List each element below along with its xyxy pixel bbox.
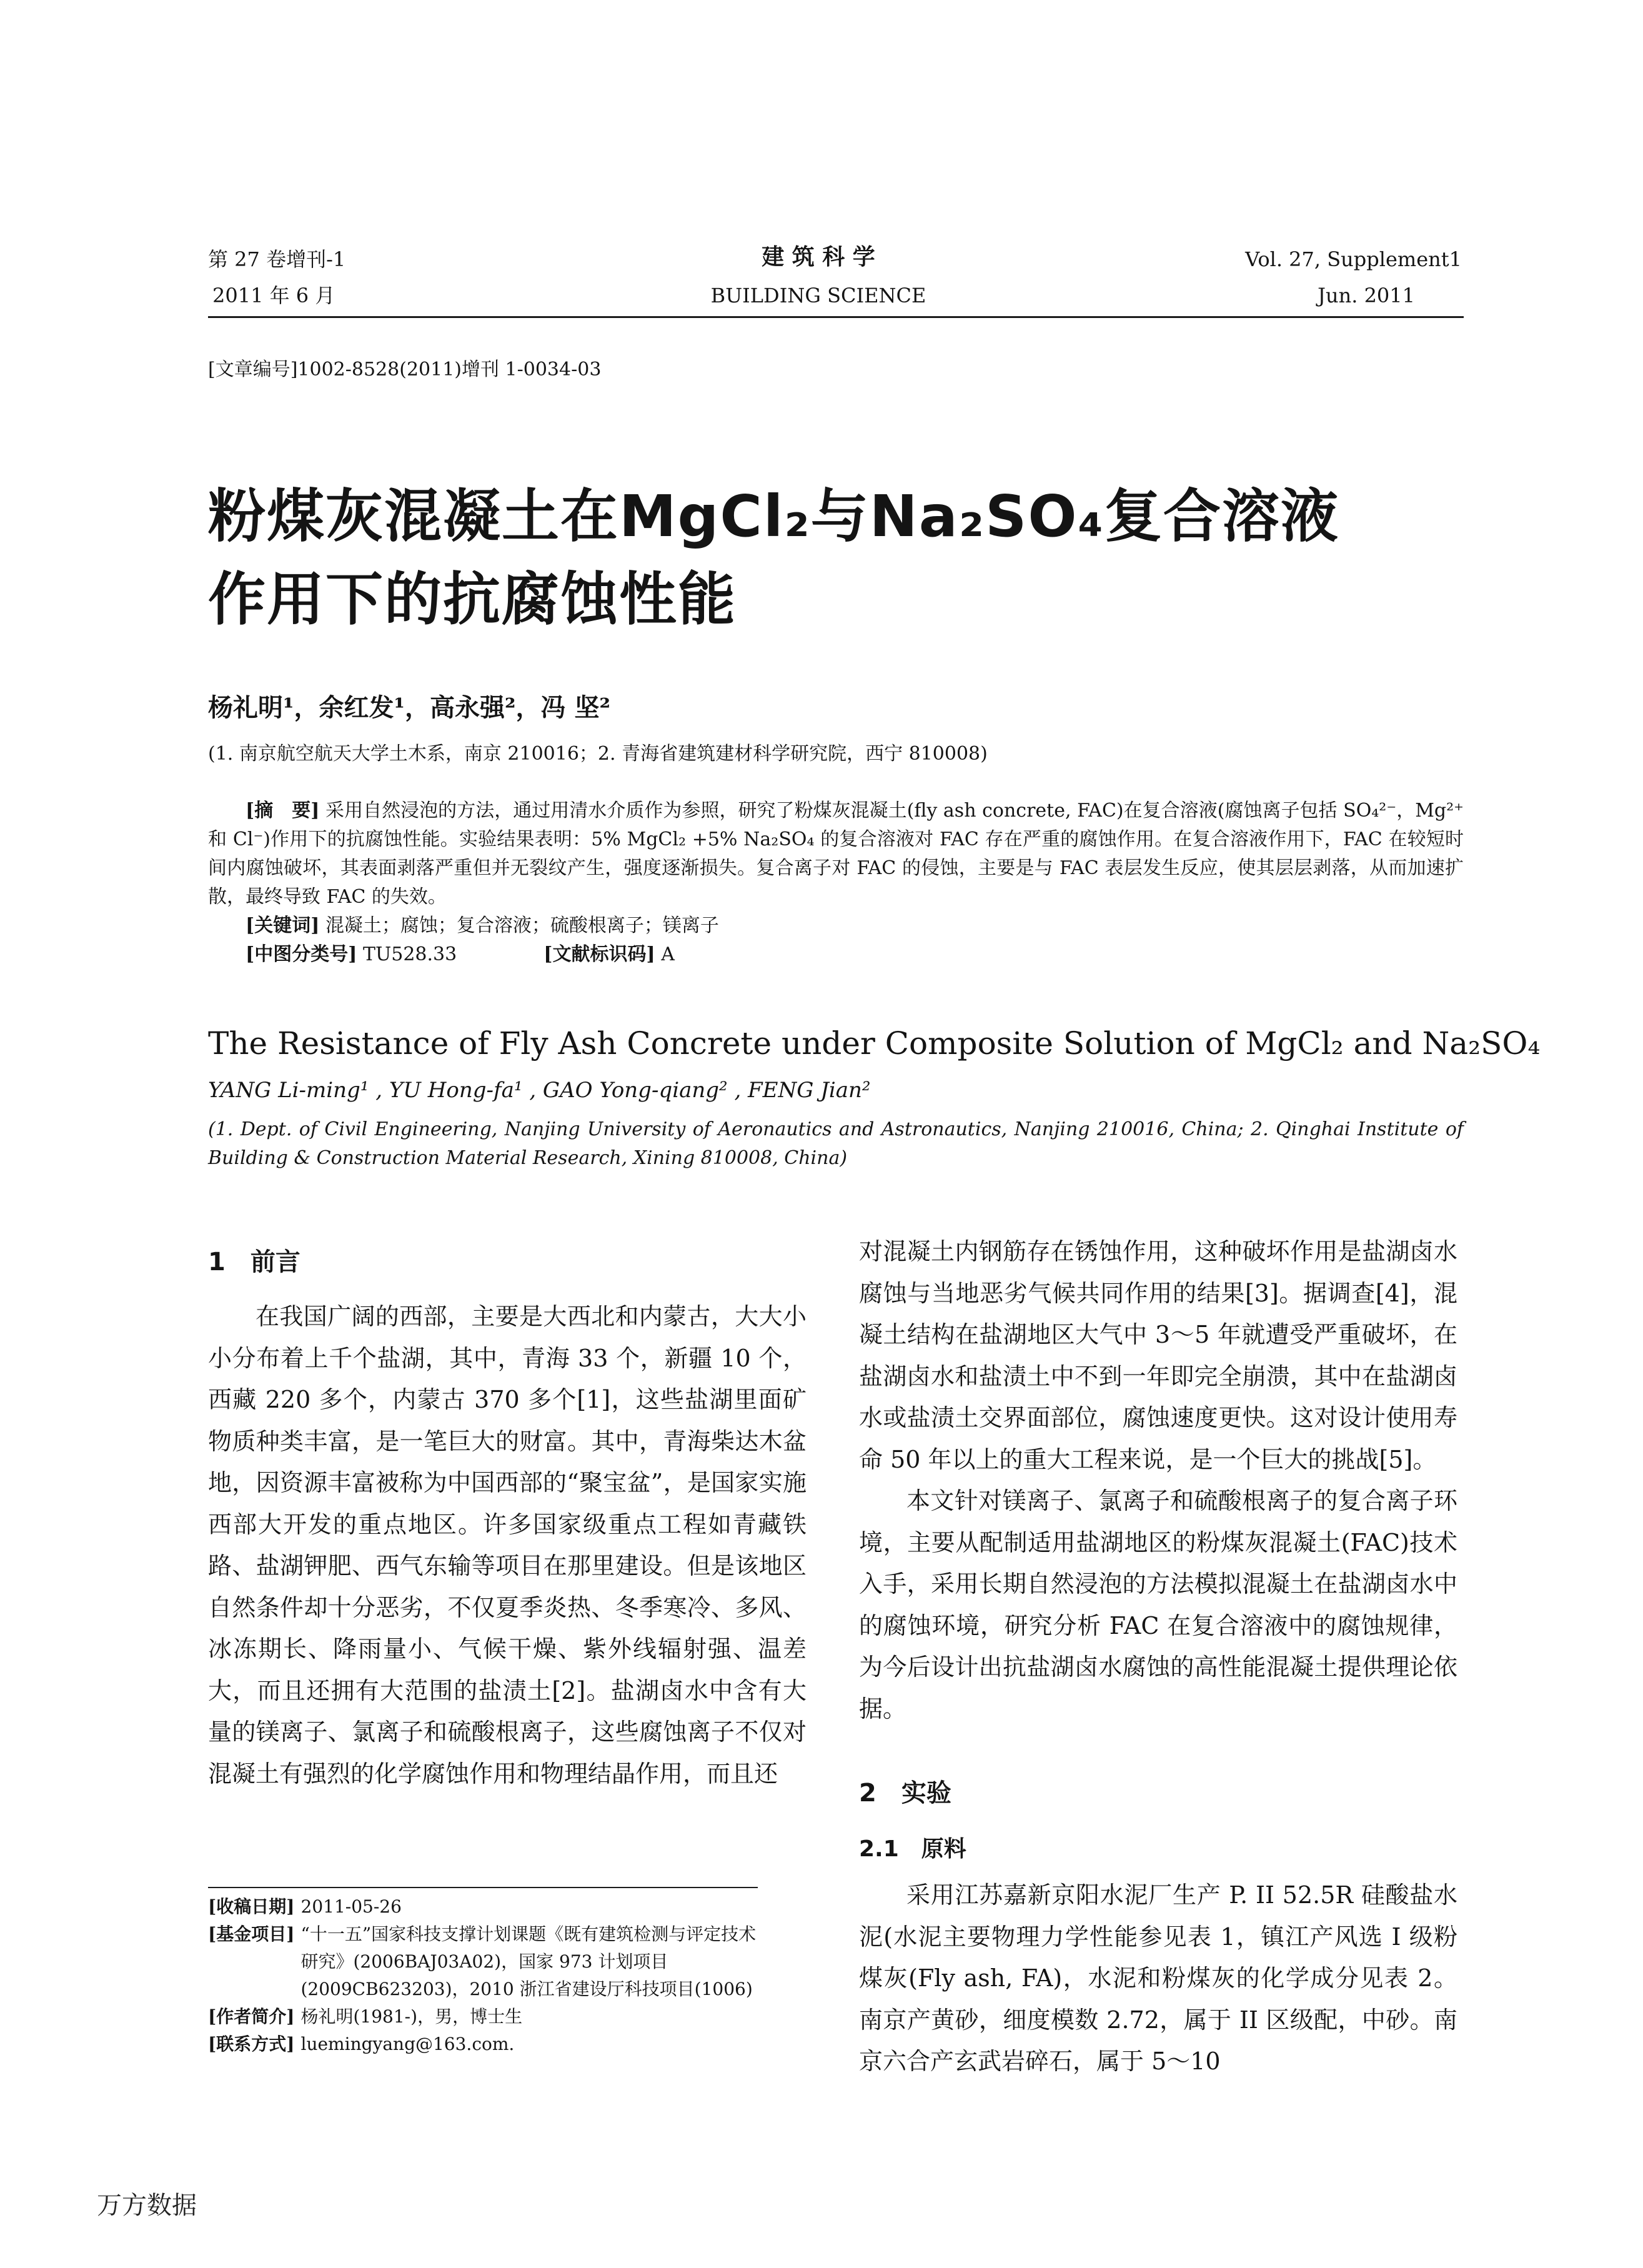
- doc-code-value: A: [661, 943, 675, 965]
- clc-label: [中图分类号]: [246, 943, 357, 965]
- section2-heading: 2 实验: [859, 1779, 951, 1808]
- section2-1-heading: 2.1 原料: [859, 1836, 966, 1862]
- section1-body-right: [859, 1231, 1457, 1729]
- header-date-cn: 2011 年 6 月: [212, 284, 335, 307]
- received-label: [收稿日期]: [208, 1896, 295, 1917]
- author-bio-label: [作者简介]: [208, 2006, 295, 2027]
- abstract-text: 采用自然浸泡的方法，通过用清水介质作为参照，研究了粉煤灰混凝土(fly ash concrete, FAC)在复合溶液(腐蚀离子包括 SO₄²⁻，Mg²⁺ 和 Cl⁻)作用下的抗腐蚀性能。实验结果表明：5% MgCl₂ +5% Na₂SO₄ 的复合溶液对 FAC 存在严重的腐蚀作用。在复合溶液作用下，FAC 在较短时间内腐蚀破坏，其表面剥落严重但并无裂纹产生，强度逐渐损失。复合离子对 FAC 的侵蚀，主要是与 FAC 表层发生反应，使其层层剥落，从而加速扩散，最终导致 FAC 的失效。: [208, 800, 1464, 908]
- header-volume-cn: 第 27 卷增刊-1: [208, 247, 346, 271]
- header-rule: [208, 316, 1464, 318]
- header-volume-en: Vol. 27, Supplement1: [1245, 247, 1462, 271]
- header-journal-en: BUILDING SCIENCE: [710, 284, 926, 307]
- title-en: The Resistance of Fly Ash Concrete under Composite Solution of MgCl₂ and Na₂SO₄: [208, 1025, 1541, 1062]
- watermark: 万方数据: [97, 2191, 197, 2220]
- header-date-en: Jun. 2011: [1318, 284, 1415, 307]
- section1-body-left: [208, 1296, 807, 1794]
- received-date: 2011-05-26: [300, 1896, 402, 1917]
- contact-email: luemingyang@163.com.: [300, 2034, 515, 2054]
- author-bio-text: 杨礼明(1981-)，男，博士生: [300, 2006, 523, 2027]
- header-journal-cn: 建 筑 科 学: [762, 244, 875, 270]
- authors-en: YANG Li-ming¹ , YU Hong-fa¹ , GAO Yong-qiang² , FENG Jian²: [208, 1078, 871, 1103]
- fund-text: “十一五”国家科技支撑计划课题《既有建筑检测与评定技术研究》(2006BAJ03A02)，国家 973 计划项目(2009CB623203)，2010 浙江省建设厅科技项目(1006): [300, 1924, 757, 1999]
- title-cn-line2: 作用下的抗腐蚀性能: [208, 566, 737, 633]
- section1-paragraph2: 本文针对镁离子、氯离子和硫酸根离子的复合离子环境，主要从配制适用盐湖地区的粉煤灰混凝土(FAC)技术入手，采用长期自然浸泡的方法模拟混凝土在盐湖卤水中的腐蚀环境，研究分析 FAC 在复合溶液中的腐蚀规律，为今后设计出抗盐湖卤水腐蚀的高性能混凝土提供理论依据。: [859, 1487, 1457, 1723]
- article-number: [文章编号]1002-8528(2011)增刊 1-0034-03: [208, 359, 602, 380]
- doc-code-label: [文献标识码]: [544, 943, 655, 965]
- abstract-label: [摘 要]: [246, 800, 320, 822]
- section1-heading: 1 前言: [208, 1248, 300, 1276]
- section1-paragraph1: 在我国广阔的西部，主要是大西北和内蒙古，大大小小分布着上千个盐湖，其中，青海 33 个，新疆 10 个，西藏 220 多个，内蒙古 370 多个[1]，这些盐湖里面矿物质种类丰富，是一笔巨大的财富。其中，青海柴达木盆地，因资源丰富被称为中国西部的“聚宝盆”，是国家实施西部大开发的重点地区。许多国家级重点工程如青藏铁路、盐湖钾肥、西气东输等项目在那里建设。但是该地区自然条件却十分恶劣，不仅夏季炎热、冬季寒冷、多风、冰冻期长、降雨量小、气候干燥、紫外线辐射强、温差大，而且还拥有大范围的盐渍土[2]。盐湖卤水中含有大量的镁离子、氯离子和硫酸根离子，这些腐蚀离子不仅对混凝土有强烈的化学腐蚀作用和物理结晶作用，而且还: [208, 1303, 807, 1788]
- section1-paragraph1-continued: 对混凝土内钢筋存在锈蚀作用，这种破坏作用是盐湖卤水腐蚀与当地恶劣气候共同作用的结果[3]。据调查[4]，混凝土结构在盐湖地区大气中 3～5 年就遭受严重破坏，在盐湖卤水和盐渍土中不到一年即完全崩溃，其中在盐湖卤水或盐渍土交界面部位，腐蚀速度更快。这对设计使用寿命 50 年以上的重大工程来说，是一个巨大的挑战[5]。: [859, 1238, 1457, 1473]
- footnotes: [208, 1893, 770, 2058]
- keywords-text: 混凝土；腐蚀；复合溶液；硫酸根离子；镁离子: [325, 915, 719, 937]
- clc-value: TU528.33: [362, 943, 457, 965]
- affiliation-cn: (1. 南京航空航天大学土木系，南京 210016；2. 青海省建筑建材科学研究院，西宁 810008): [208, 743, 988, 765]
- footnote-rule: [208, 1887, 758, 1888]
- abstract: [208, 797, 1464, 969]
- title-cn-line1: 粉煤灰混凝土在MgCl₂与Na₂SO₄复合溶液: [208, 483, 1339, 550]
- contact-label: [联系方式]: [208, 2034, 295, 2054]
- section2-paragraph1: 采用江苏嘉新京阳水泥厂生产 P. II 52.5R 硅酸盐水泥(水泥主要物理力学性能参见表 1，镇江产风选 I 级粉煤灰(Fly ash, FA)，水泥和粉煤灰的化学成分见表 2。南京产黄砂，细度模数 2.72，属于 II 区级配，中砂。南京六合产玄武岩碎石，属于 5～10: [859, 1881, 1457, 2075]
- fund-label: [基金项目]: [208, 1924, 295, 1944]
- section2-body: [859, 1874, 1457, 2082]
- affiliation-en: (1. Dept. of Civil Engineering, Nanjing University of Aeronautics and Astronautics, Nanjing 210016, China; 2. Qinghai Institute of Building & Construction Material Research, Xining 810008, China): [208, 1118, 1464, 1169]
- keywords-label: [关键词]: [246, 915, 320, 937]
- authors-cn: 杨礼明¹，余红发¹，高永强²，冯 坚²: [208, 693, 611, 722]
